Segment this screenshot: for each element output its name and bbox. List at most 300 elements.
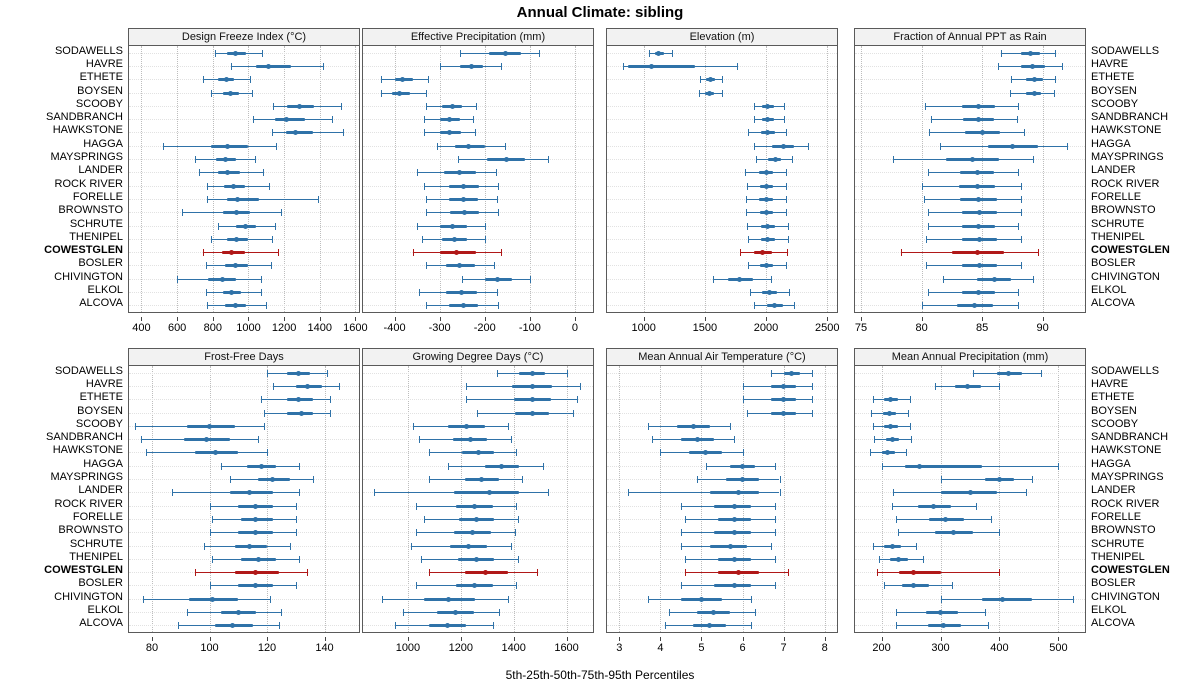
whisker-cap-low (941, 596, 942, 603)
whisker-cap-low (896, 622, 897, 629)
median-marker (992, 277, 997, 282)
median-marker (1000, 597, 1005, 602)
median-marker (732, 504, 737, 509)
chart-panel-6 (362, 348, 594, 633)
whisker-cap-high (1021, 262, 1022, 269)
whisker-cap-low (623, 63, 624, 70)
axis-tick (743, 637, 744, 641)
whisker-cap-high (1041, 370, 1042, 377)
whisker-cap-low (199, 169, 200, 176)
whisker-cap-low (424, 183, 425, 190)
whisker-cap-high (1033, 156, 1034, 163)
whisker-cap-low (230, 476, 231, 483)
axis-tick-label: 200 (872, 642, 891, 654)
whisker-cap-high (543, 463, 544, 470)
y-axis-label-left: SCOOBY (75, 97, 123, 110)
axis-tick (514, 637, 515, 641)
whisker-cap-low (419, 289, 420, 296)
median-marker (887, 411, 892, 416)
axis-tick (766, 317, 767, 321)
whisker-cap-high (788, 223, 789, 230)
whisker-cap-high (515, 529, 516, 536)
whisker-cap-low (740, 249, 741, 256)
median-marker (975, 250, 980, 255)
gridline-x (1043, 46, 1045, 312)
y-axis-label-right: SANDBRANCH (1091, 431, 1169, 444)
whisker-cap-low (928, 289, 929, 296)
gridline-y (607, 132, 837, 134)
whisker-cap-high (1021, 196, 1022, 203)
axis-tick (1043, 317, 1044, 321)
gridline-y (607, 172, 837, 174)
whisker-cap-low (700, 76, 701, 83)
whisker-cap-low (267, 370, 268, 377)
whisker-cap-high (577, 396, 578, 403)
whisker-cap-low (665, 622, 666, 629)
whisker-cap-low (928, 209, 929, 216)
axis-tick-label: 90 (1036, 322, 1049, 334)
median-marker (789, 371, 794, 376)
gridline-x (485, 46, 487, 312)
whisker-cap-low (873, 423, 874, 430)
y-axis-label-right: LANDER (1091, 484, 1136, 497)
whisker-cap-high (475, 129, 476, 136)
whisker-cap-low (413, 423, 414, 430)
panel-title: Design Freeze Index (°C) (129, 29, 359, 46)
median-marker (890, 544, 895, 549)
axis-tick-label: 600 (167, 322, 187, 334)
axis-tick (267, 637, 268, 641)
y-axis-label-right: COWESTGLEN (1091, 244, 1170, 257)
whisker-cap-low (163, 143, 164, 150)
whisker-cap-high (266, 302, 267, 309)
whisker-cap-low (466, 383, 467, 390)
plot-area (855, 366, 1085, 632)
median-marker (400, 77, 405, 82)
median-marker (474, 517, 479, 522)
whisker-cap-low (417, 169, 418, 176)
whisker-cap-high (278, 249, 279, 256)
whisker-cap-high (494, 262, 495, 269)
whisker-cap-high (318, 196, 319, 203)
median-marker (253, 583, 258, 588)
y-axis-label-left: HAVRE (85, 57, 123, 70)
y-axis-label-right: BOSLER (1091, 577, 1136, 590)
whisker-cap-high (276, 143, 277, 150)
chart-panel-4 (854, 28, 1086, 313)
whisker-cap-low (1010, 90, 1011, 97)
whisker-cap-low (746, 196, 747, 203)
median-marker (764, 263, 769, 268)
median-marker (270, 477, 275, 482)
whisker-cap-low (460, 50, 461, 57)
whisker-cap-low (203, 249, 204, 256)
gridline-x (922, 46, 924, 312)
y-axis-label-left: BOSLER (78, 577, 123, 590)
whisker (207, 199, 318, 200)
y-axis-label-right: SCOOBY (1091, 417, 1139, 430)
x-axis (854, 317, 1086, 337)
whisker-cap-high (1067, 143, 1068, 150)
whisker-cap-low (747, 410, 748, 417)
whisker-cap-high (730, 423, 731, 430)
median-marker (941, 623, 946, 628)
median-marker (1006, 371, 1011, 376)
axis-tick-label: 800 (203, 322, 222, 334)
y-axis-label-left: ALCOVA (79, 297, 123, 310)
whisker-cap-high (771, 276, 772, 283)
whisker-cap-low (928, 169, 929, 176)
axis-tick-label: 2500 (814, 322, 840, 334)
median-marker (732, 583, 737, 588)
chart-panel-3 (606, 28, 838, 313)
axis-tick-label: 100 (200, 642, 219, 654)
interquartile-box (227, 198, 259, 201)
whisker-cap-high (743, 449, 744, 456)
whisker-cap-low (669, 609, 670, 616)
gridline-y (607, 212, 837, 214)
whisker-cap-high (1021, 236, 1022, 243)
interquartile-box (982, 598, 1032, 601)
whisker-cap-low (931, 116, 932, 123)
median-marker (495, 277, 500, 282)
median-marker (764, 210, 769, 215)
whisker-cap-low (892, 503, 893, 510)
whisker-cap-low (272, 129, 273, 136)
whisker-cap-low (746, 209, 747, 216)
median-marker (446, 597, 451, 602)
whisker-cap-high (908, 410, 909, 417)
axis-tick-label: 1000 (395, 642, 421, 654)
y-axis-label-right: FORELLE (1091, 190, 1142, 203)
whisker-cap-low (648, 423, 649, 430)
whisker-cap-low (754, 103, 755, 110)
whisker-cap-high (498, 302, 499, 309)
axis-tick-label: 1200 (271, 322, 297, 334)
whisker-cap-low (264, 410, 265, 417)
median-marker (461, 303, 466, 308)
axis-tick-label: 5 (698, 642, 705, 654)
axis-tick-label: 1400 (307, 322, 333, 334)
median-marker (781, 144, 786, 149)
median-marker (247, 490, 252, 495)
whisker-cap-low (941, 476, 942, 483)
whisker-cap-high (505, 143, 506, 150)
median-marker (305, 384, 310, 389)
whisker-cap-low (893, 489, 894, 496)
axis-tick (325, 637, 326, 641)
whisker-cap-high (812, 410, 813, 417)
median-marker (450, 104, 455, 109)
whisker-cap-low (215, 50, 216, 57)
whisker-cap-high (343, 129, 344, 136)
y-axis-label-left: ROCK RIVER (54, 177, 123, 190)
whisker-cap-high (339, 383, 340, 390)
median-marker (976, 104, 981, 109)
y-axis-label-right: MAYSPRINGS (1091, 151, 1164, 164)
whisker-cap-low (212, 556, 213, 563)
whisker-cap-low (922, 302, 923, 309)
median-marker (445, 623, 450, 628)
whisker-cap-low (685, 569, 686, 576)
whisker-cap-low (374, 489, 375, 496)
whisker-cap-low (893, 156, 894, 163)
y-axis-label-right: BOYSEN (1091, 84, 1137, 97)
y-axis-label-left: HAWKSTONE (52, 444, 123, 457)
whisker-cap-high (255, 156, 256, 163)
whisker-cap-high (999, 383, 1000, 390)
axis-tick-label: 1600 (343, 322, 368, 334)
median-marker (976, 117, 981, 122)
whisker-cap-low (466, 396, 467, 403)
axis-tick (210, 637, 211, 641)
whisker-cap-low (206, 262, 207, 269)
whisker-cap-high (262, 50, 263, 57)
axis-tick (213, 317, 214, 321)
whisker-cap-low (477, 410, 478, 417)
whisker-cap-low (748, 236, 749, 243)
y-axis-label-left: HAGGA (83, 137, 123, 150)
whisker-cap-low (424, 116, 425, 123)
gridline-x (461, 366, 463, 632)
y-axis-label-right: BOYSEN (1091, 404, 1137, 417)
median-marker (462, 210, 467, 215)
x-axis-caption: 5th-25th-50th-75th-95th Percentiles (505, 668, 695, 682)
axis-tick (784, 637, 785, 641)
y-axis-label-right: BOSLER (1091, 257, 1136, 270)
y-axis-label-right: ELKOL (1091, 604, 1127, 617)
axis-tick (248, 317, 249, 321)
median-marker (1010, 144, 1015, 149)
axis-tick-label: -100 (518, 322, 541, 334)
x-axis (362, 317, 594, 337)
gridline-y (607, 119, 837, 121)
whisker-cap-low (497, 370, 498, 377)
median-marker (975, 184, 980, 189)
median-marker (707, 623, 712, 628)
median-marker (781, 411, 786, 416)
gridline-y (607, 106, 837, 108)
whisker-cap-low (697, 476, 698, 483)
whisker-cap-low (929, 129, 930, 136)
axis-tick-label: 1000 (631, 322, 656, 334)
plot-area (129, 46, 359, 312)
axis-tick (660, 637, 661, 641)
whisker-cap-high (516, 582, 517, 589)
whisker-cap-high (789, 289, 790, 296)
whisker-cap-low (713, 276, 714, 283)
gridline-x (743, 366, 745, 632)
whisker-cap-low (178, 622, 179, 629)
whisker-cap-low (896, 609, 897, 616)
median-marker (224, 77, 229, 82)
whisker-cap-high (272, 236, 273, 243)
whisker-cap-high (476, 103, 477, 110)
whisker-cap-low (926, 236, 927, 243)
whisker-cap-high (296, 516, 297, 523)
y-axis-label-left: ETHETE (79, 71, 123, 84)
whisker-cap-high (1032, 476, 1033, 483)
median-marker (468, 437, 473, 442)
whisker-cap-low (411, 543, 412, 550)
whisker-cap-low (424, 129, 425, 136)
chart-panel-8 (854, 348, 1086, 633)
whisker-cap-low (424, 516, 425, 523)
axis-tick-label: 85 (975, 322, 989, 334)
median-marker (207, 424, 212, 429)
whisker-cap-low (681, 529, 682, 536)
y-axis-label-right: ELKOL (1091, 284, 1127, 297)
y-axis-label-right: HAGGA (1091, 457, 1131, 470)
whisker-cap-high (313, 476, 314, 483)
interquartile-box (211, 145, 248, 148)
whisker-cap-high (812, 370, 813, 377)
whisker-cap-high (788, 569, 789, 576)
whisker-cap-low (207, 196, 208, 203)
chart-panel-1 (128, 28, 360, 313)
median-marker (1028, 51, 1033, 56)
whisker-cap-high (1055, 50, 1056, 57)
axis-tick-label: 8 (821, 642, 828, 654)
whisker-cap-high (1033, 276, 1034, 283)
whisker-cap-low (416, 529, 417, 536)
y-axis-label-right: HAGGA (1091, 137, 1131, 150)
whisker-cap-low (748, 129, 749, 136)
whisker-cap-high (275, 223, 276, 230)
gridline-x (825, 366, 827, 632)
median-marker (711, 610, 716, 615)
median-marker (454, 250, 459, 255)
plot-area (363, 46, 593, 312)
axis-tick (705, 317, 706, 321)
whisker-cap-high (910, 396, 911, 403)
whisker-cap-low (141, 436, 142, 443)
median-marker (235, 197, 240, 202)
y-axis-label-right: LANDER (1091, 164, 1136, 177)
gridline-y (363, 132, 593, 134)
whisker-cap-high (261, 276, 262, 283)
whisker-cap-low (901, 249, 902, 256)
axis-tick (827, 317, 828, 321)
interquartile-box (256, 65, 291, 68)
whisker-cap-low (261, 396, 262, 403)
median-marker (736, 490, 741, 495)
y-axis-label-left: BROWNSTO (58, 524, 123, 537)
y-axis-label-left: BOYSEN (77, 404, 123, 417)
whisker-cap-low (462, 276, 463, 283)
whisker-cap-high (281, 609, 282, 616)
median-marker (487, 490, 492, 495)
gridline-x (575, 46, 577, 312)
median-marker (233, 51, 238, 56)
whisker-cap-low (877, 569, 878, 576)
whisker-cap-high (784, 116, 785, 123)
axis-tick-label: 80 (145, 642, 159, 654)
median-marker (483, 570, 488, 575)
x-axis (128, 637, 360, 657)
axis-tick (152, 637, 153, 641)
axis-tick (882, 637, 883, 641)
axis-tick-label: 0 (571, 322, 579, 334)
gridline-x (530, 46, 532, 312)
median-marker (530, 411, 535, 416)
y-axis-label-right: BROWNSTO (1091, 524, 1156, 537)
whisker-cap-high (496, 169, 497, 176)
whisker-cap-low (882, 463, 883, 470)
whisker-cap-high (428, 76, 429, 83)
median-marker (459, 290, 464, 295)
y-axis-label-left: LANDER (78, 484, 123, 497)
axis-tick-label: 140 (315, 642, 334, 654)
whisker-cap-low (748, 262, 749, 269)
median-marker (765, 130, 770, 135)
y-axis-label-right: ROCK RIVER (1091, 497, 1160, 510)
gridline-y (363, 106, 593, 108)
whisker-cap-high (988, 622, 989, 629)
whisker-cap-high (786, 169, 787, 176)
whisker-cap-low (419, 436, 420, 443)
median-marker (469, 64, 474, 69)
whisker-cap-high (775, 503, 776, 510)
whisker-cap-low (218, 223, 219, 230)
whisker-cap-low (998, 63, 999, 70)
y-axis-label-right: ROCK RIVER (1091, 177, 1160, 190)
whisker-cap-low (925, 103, 926, 110)
whisker-cap-high (771, 543, 772, 550)
whisker-cap-high (755, 609, 756, 616)
panel-title: Mean Annual Air Temperature (°C) (607, 349, 837, 366)
y-axis-label-left: SANDBRANCH (45, 111, 123, 124)
axis-tick (619, 637, 620, 641)
whisker-cap-high (499, 609, 500, 616)
whisker-cap-low (973, 370, 974, 377)
whisker-cap-high (539, 50, 540, 57)
whisker-cap-high (518, 516, 519, 523)
whisker-cap-low (935, 383, 936, 390)
whisker-cap-low (745, 169, 746, 176)
median-marker (234, 210, 239, 215)
axis-tick-label: 2000 (753, 322, 779, 334)
whisker-cap-low (426, 262, 427, 269)
whisker-cap-high (580, 383, 581, 390)
axis-tick (644, 317, 645, 321)
median-marker (504, 157, 509, 162)
gridline-x (440, 46, 442, 312)
y-axis-label-right: THENIPEL (1091, 550, 1145, 563)
y-axis-label-left: COWESTGLEN (44, 564, 123, 577)
y-axis-label-left: HAWKSTONE (52, 124, 123, 137)
whisker-cap-high (1058, 463, 1059, 470)
median-marker (764, 197, 769, 202)
gridline-y (855, 373, 1085, 375)
whisker-cap-high (250, 76, 251, 83)
whisker-cap-high (296, 582, 297, 589)
y-axis-label-left: BROWNSTO (58, 204, 123, 217)
axis-tick (861, 317, 862, 321)
gridline-x (395, 46, 397, 312)
median-marker (229, 290, 234, 295)
whisker-cap-low (422, 236, 423, 243)
whisker-cap-high (270, 596, 271, 603)
y-axis-label-left: HAGGA (83, 457, 123, 470)
median-marker (297, 104, 302, 109)
whisker-cap-low (403, 609, 404, 616)
axis-tick-label: -200 (473, 322, 496, 334)
axis-tick-label: 1400 (501, 642, 526, 654)
whisker-cap-low (381, 90, 382, 97)
median-marker (461, 197, 466, 202)
y-axis-label-left: FORELLE (72, 510, 123, 523)
